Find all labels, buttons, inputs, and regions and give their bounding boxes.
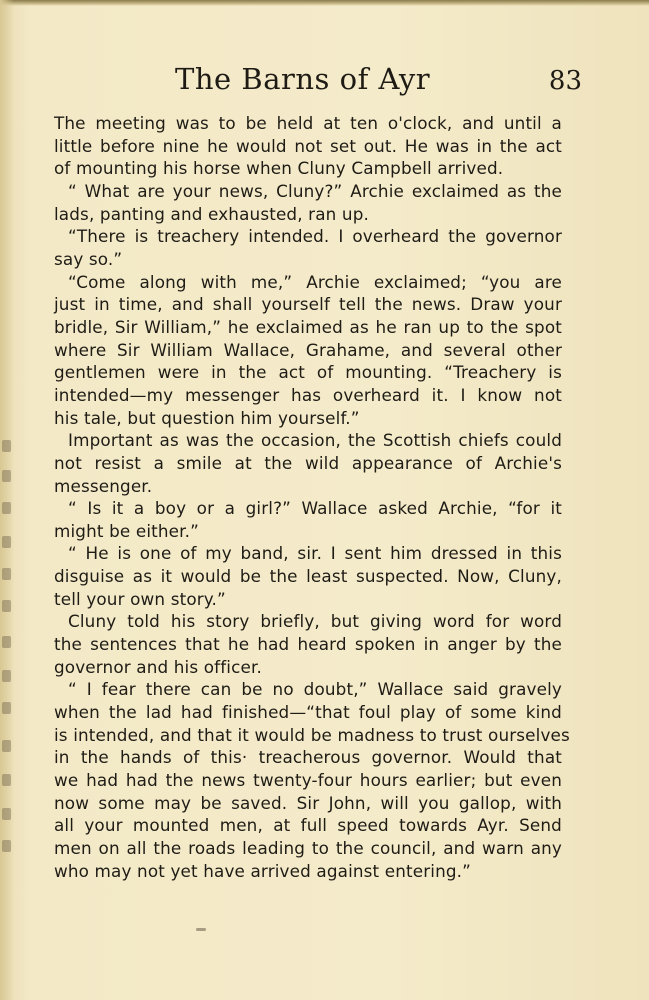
text-line: in the hands of this· treacherous governor. Would that [54,747,562,768]
text-line: just in time, and shall yourself tell the news. Draw your [54,294,562,315]
text-line: governor and his officer. [54,656,262,677]
top-edge-stain [0,0,649,6]
text-line: all your mounted men, at full speed towards Ayr. Send [54,815,562,836]
text-line: who may not yet have arrived against entering.” [54,860,472,881]
text-line: we had had the news twenty-four hours earlier; but even [54,770,562,791]
text-line: disguise as it would be the least suspected. Now, Cluny, [54,566,562,587]
text-line: intended—my messenger has overheard it. I know not [54,384,562,405]
ink-smudge [196,928,206,931]
text-line: when the lad had finished—“that foul play of some kind [54,702,562,723]
text-line: might be either.” [54,520,199,541]
text-line: Important as was the occasion, the Scottish chiefs could [68,430,562,451]
running-title: The Barns of Ayr [175,62,431,96]
text-line: of mounting his horse when Cluny Campbell arrived. [54,158,504,179]
text-line: is intended, and that it would be madness to trust ourselves [54,724,570,745]
text-line: men on all the roads leading to the council, and warn any [54,838,562,858]
text-line: Cluny told his story briefly, but giving word for word [68,611,562,632]
text-line: his tale, but question him yourself.” [54,407,360,428]
text-line: gentlemen were in the act of mounting. “Treachery is [54,362,562,383]
text-line: where Sir William Wallace, Grahame, and several other [54,339,562,360]
text-line: “ He is one of my band, sir. I sent him dressed in this [68,543,562,564]
text-line: lads, panting and exhausted, ran up. [54,203,370,224]
text-line: not resist a smile at the wild appearance of Archie's [54,452,562,473]
page-number: 83 [548,66,582,96]
text-line: bridle, Sir William,” he exclaimed as he ran up to the spot [54,316,562,337]
text-line: messenger. [54,475,153,496]
text-line: “ What are your news, Cluny?” Archie exclaimed as the [68,180,562,201]
text-line: The meeting was to be held at ten o'clock, and until a [54,113,562,133]
text-line: little before nine he would not set out. He was in the act [54,135,562,156]
text-line: “ I fear there can be no doubt,” Wallace said gravely [68,679,562,700]
text-line: now some may be saved. Sir John, will you gallop, with [54,792,562,813]
text-line: tell your own story.” [54,588,226,609]
text-line: “ Is it a boy or a girl?” Wallace asked Archie, “for it [68,498,562,519]
bleed-through-marks [0,440,14,880]
text-line: “There is treachery intended. I overheard the governor [68,226,562,247]
page-header [50,62,582,102]
text-line: say so.” [54,248,123,269]
body-text [54,112,570,882]
text-line: the sentences that he had heard spoken in anger by the [54,634,562,655]
text-line: “Come along with me,” Archie exclaimed; “you are [68,271,562,292]
